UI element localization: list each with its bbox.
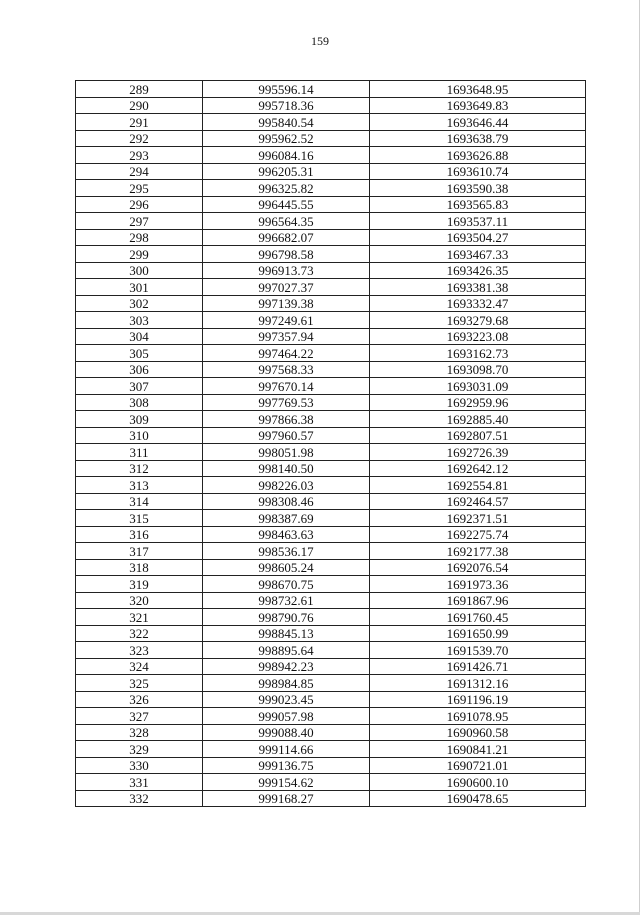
- x-coordinate-cell: 999114.66: [203, 741, 370, 758]
- point-number-cell: 293: [76, 147, 203, 164]
- table-row: [76, 394, 586, 411]
- point-number-cell: 305: [76, 345, 203, 362]
- table-row: [76, 262, 586, 279]
- point-number-cell: 328: [76, 724, 203, 741]
- point-number-cell: 329: [76, 741, 203, 758]
- point-number-cell: 330: [76, 757, 203, 774]
- y-coordinate-cell: 1692726.39: [370, 444, 586, 461]
- point-number-cell: 324: [76, 658, 203, 675]
- table-row: [76, 559, 586, 576]
- y-coordinate-cell: 1693626.88: [370, 147, 586, 164]
- x-coordinate-cell: 997027.37: [203, 279, 370, 296]
- x-coordinate-cell: 997464.22: [203, 345, 370, 362]
- x-coordinate-cell: 999023.45: [203, 691, 370, 708]
- y-coordinate-cell: 1693162.73: [370, 345, 586, 362]
- y-coordinate-cell: 1690841.21: [370, 741, 586, 758]
- x-coordinate-cell: 998984.85: [203, 675, 370, 692]
- x-coordinate-cell: 996205.31: [203, 163, 370, 180]
- coordinates-table-body: [76, 81, 586, 807]
- y-coordinate-cell: 1691078.95: [370, 708, 586, 725]
- table-row: [76, 163, 586, 180]
- y-coordinate-cell: 1693504.27: [370, 229, 586, 246]
- table-row: [76, 97, 586, 114]
- table-row: [76, 757, 586, 774]
- y-coordinate-cell: 1690960.58: [370, 724, 586, 741]
- point-number-cell: 292: [76, 130, 203, 147]
- y-coordinate-cell: 1693223.08: [370, 328, 586, 345]
- point-number-cell: 302: [76, 295, 203, 312]
- x-coordinate-cell: 998790.76: [203, 609, 370, 626]
- x-coordinate-cell: 998732.61: [203, 592, 370, 609]
- y-coordinate-cell: 1693638.79: [370, 130, 586, 147]
- point-number-cell: 291: [76, 114, 203, 131]
- table-row: [76, 295, 586, 312]
- x-coordinate-cell: 998140.50: [203, 460, 370, 477]
- table-row: [76, 229, 586, 246]
- table-row: [76, 790, 586, 807]
- table-row: [76, 361, 586, 378]
- point-number-cell: 290: [76, 97, 203, 114]
- x-coordinate-cell: 998942.23: [203, 658, 370, 675]
- x-coordinate-cell: 998895.64: [203, 642, 370, 659]
- y-coordinate-cell: 1693426.35: [370, 262, 586, 279]
- x-coordinate-cell: 995962.52: [203, 130, 370, 147]
- x-coordinate-cell: 997769.53: [203, 394, 370, 411]
- point-number-cell: 296: [76, 196, 203, 213]
- x-coordinate-cell: 996682.07: [203, 229, 370, 246]
- table-row: [76, 592, 586, 609]
- table-row: [76, 741, 586, 758]
- y-coordinate-cell: 1693467.33: [370, 246, 586, 263]
- point-number-cell: 304: [76, 328, 203, 345]
- y-coordinate-cell: 1693098.70: [370, 361, 586, 378]
- y-coordinate-cell: 1693610.74: [370, 163, 586, 180]
- point-number-cell: 314: [76, 493, 203, 510]
- x-coordinate-cell: 996564.35: [203, 213, 370, 230]
- table-row: [76, 427, 586, 444]
- point-number-cell: 300: [76, 262, 203, 279]
- coordinates-table: [75, 80, 586, 807]
- page-number: 159: [311, 34, 329, 48]
- x-coordinate-cell: 998605.24: [203, 559, 370, 576]
- table-row: [76, 625, 586, 642]
- y-coordinate-cell: 1691867.96: [370, 592, 586, 609]
- y-coordinate-cell: 1692642.12: [370, 460, 586, 477]
- x-coordinate-cell: 997670.14: [203, 378, 370, 395]
- table-row: [76, 444, 586, 461]
- x-coordinate-cell: 996084.16: [203, 147, 370, 164]
- y-coordinate-cell: 1691426.71: [370, 658, 586, 675]
- x-coordinate-cell: 995718.36: [203, 97, 370, 114]
- point-number-cell: 322: [76, 625, 203, 642]
- x-coordinate-cell: 997357.94: [203, 328, 370, 345]
- y-coordinate-cell: 1692807.51: [370, 427, 586, 444]
- point-number-cell: 332: [76, 790, 203, 807]
- point-number-cell: 326: [76, 691, 203, 708]
- point-number-cell: 323: [76, 642, 203, 659]
- table-row: [76, 642, 586, 659]
- point-number-cell: 325: [76, 675, 203, 692]
- point-number-cell: 289: [76, 81, 203, 98]
- point-number-cell: 301: [76, 279, 203, 296]
- table-row: [76, 658, 586, 675]
- x-coordinate-cell: 999154.62: [203, 774, 370, 791]
- y-coordinate-cell: 1691760.45: [370, 609, 586, 626]
- point-number-cell: 327: [76, 708, 203, 725]
- x-coordinate-cell: 998670.75: [203, 576, 370, 593]
- y-coordinate-cell: 1693381.38: [370, 279, 586, 296]
- point-number-cell: 320: [76, 592, 203, 609]
- x-coordinate-cell: 996913.73: [203, 262, 370, 279]
- table-row: [76, 460, 586, 477]
- y-coordinate-cell: 1693279.68: [370, 312, 586, 329]
- point-number-cell: 308: [76, 394, 203, 411]
- x-coordinate-cell: 996798.58: [203, 246, 370, 263]
- table-row: [76, 246, 586, 263]
- y-coordinate-cell: 1693031.09: [370, 378, 586, 395]
- table-row: [76, 493, 586, 510]
- point-number-cell: 313: [76, 477, 203, 494]
- y-coordinate-cell: 1693537.11: [370, 213, 586, 230]
- point-number-cell: 299: [76, 246, 203, 263]
- x-coordinate-cell: 997139.38: [203, 295, 370, 312]
- x-coordinate-cell: 998845.13: [203, 625, 370, 642]
- y-coordinate-cell: 1690478.65: [370, 790, 586, 807]
- y-coordinate-cell: 1693646.44: [370, 114, 586, 131]
- y-coordinate-cell: 1691196.19: [370, 691, 586, 708]
- point-number-cell: 303: [76, 312, 203, 329]
- table-row: [76, 510, 586, 527]
- x-coordinate-cell: 996445.55: [203, 196, 370, 213]
- x-coordinate-cell: 998051.98: [203, 444, 370, 461]
- y-coordinate-cell: 1691539.70: [370, 642, 586, 659]
- x-coordinate-cell: 998308.46: [203, 493, 370, 510]
- table-row: [76, 609, 586, 626]
- point-number-cell: 294: [76, 163, 203, 180]
- point-number-cell: 297: [76, 213, 203, 230]
- point-number-cell: 309: [76, 411, 203, 428]
- y-coordinate-cell: 1691650.99: [370, 625, 586, 642]
- y-coordinate-cell: 1693590.38: [370, 180, 586, 197]
- table-row: [76, 279, 586, 296]
- table-row: [76, 213, 586, 230]
- x-coordinate-cell: 998463.63: [203, 526, 370, 543]
- x-coordinate-cell: 997866.38: [203, 411, 370, 428]
- table-row: [76, 477, 586, 494]
- table-row: [76, 708, 586, 725]
- y-coordinate-cell: 1692959.96: [370, 394, 586, 411]
- point-number-cell: 315: [76, 510, 203, 527]
- x-coordinate-cell: 997960.57: [203, 427, 370, 444]
- x-coordinate-cell: 999057.98: [203, 708, 370, 725]
- table-row: [76, 526, 586, 543]
- x-coordinate-cell: 999136.75: [203, 757, 370, 774]
- table-row: [76, 724, 586, 741]
- y-coordinate-cell: 1691973.36: [370, 576, 586, 593]
- table-row: [76, 180, 586, 197]
- table-row: [76, 345, 586, 362]
- point-number-cell: 295: [76, 180, 203, 197]
- point-number-cell: 317: [76, 543, 203, 560]
- x-coordinate-cell: 995596.14: [203, 81, 370, 98]
- table-row: [76, 411, 586, 428]
- table-row: [76, 576, 586, 593]
- y-coordinate-cell: 1693648.95: [370, 81, 586, 98]
- table-row: [76, 543, 586, 560]
- x-coordinate-cell: 996325.82: [203, 180, 370, 197]
- point-number-cell: 311: [76, 444, 203, 461]
- y-coordinate-cell: 1692275.74: [370, 526, 586, 543]
- y-coordinate-cell: 1691312.16: [370, 675, 586, 692]
- y-coordinate-cell: 1693565.83: [370, 196, 586, 213]
- point-number-cell: 310: [76, 427, 203, 444]
- table-row: [76, 378, 586, 395]
- y-coordinate-cell: 1692177.38: [370, 543, 586, 560]
- y-coordinate-cell: 1693332.47: [370, 295, 586, 312]
- table-row: [76, 114, 586, 131]
- table-row: [76, 691, 586, 708]
- x-coordinate-cell: 999168.27: [203, 790, 370, 807]
- table-row: [76, 312, 586, 329]
- x-coordinate-cell: 998387.69: [203, 510, 370, 527]
- y-coordinate-cell: 1692076.54: [370, 559, 586, 576]
- point-number-cell: 307: [76, 378, 203, 395]
- y-coordinate-cell: 1692554.81: [370, 477, 586, 494]
- point-number-cell: 318: [76, 559, 203, 576]
- table-row: [76, 675, 586, 692]
- table-row: [76, 196, 586, 213]
- x-coordinate-cell: 995840.54: [203, 114, 370, 131]
- table-row: [76, 130, 586, 147]
- y-coordinate-cell: 1690721.01: [370, 757, 586, 774]
- y-coordinate-cell: 1690600.10: [370, 774, 586, 791]
- point-number-cell: 331: [76, 774, 203, 791]
- table-row: [76, 147, 586, 164]
- x-coordinate-cell: 997568.33: [203, 361, 370, 378]
- y-coordinate-cell: 1693649.83: [370, 97, 586, 114]
- x-coordinate-cell: 997249.61: [203, 312, 370, 329]
- x-coordinate-cell: 998536.17: [203, 543, 370, 560]
- y-coordinate-cell: 1692371.51: [370, 510, 586, 527]
- table-row: [76, 774, 586, 791]
- point-number-cell: 321: [76, 609, 203, 626]
- x-coordinate-cell: 998226.03: [203, 477, 370, 494]
- table-row: [76, 328, 586, 345]
- point-number-cell: 319: [76, 576, 203, 593]
- y-coordinate-cell: 1692464.57: [370, 493, 586, 510]
- point-number-cell: 298: [76, 229, 203, 246]
- table-row: [76, 81, 586, 98]
- point-number-cell: 306: [76, 361, 203, 378]
- y-coordinate-cell: 1692885.40: [370, 411, 586, 428]
- point-number-cell: 316: [76, 526, 203, 543]
- x-coordinate-cell: 999088.40: [203, 724, 370, 741]
- point-number-cell: 312: [76, 460, 203, 477]
